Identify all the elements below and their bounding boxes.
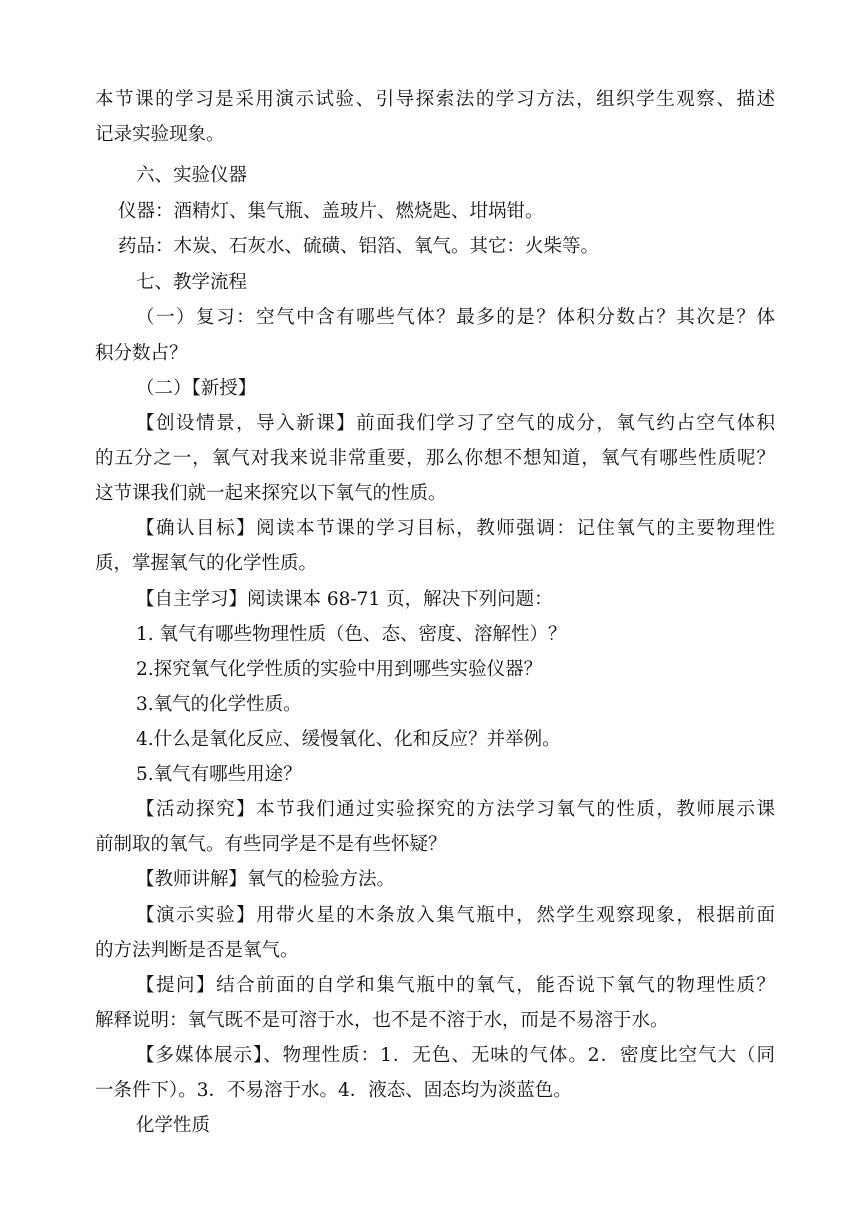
list-item: 4.什么是氧化反应、缓慢氧化、化和反应？并举例。 bbox=[136, 729, 561, 750]
paragraph-line: 【创设情景，导入新课】前面我们学习了空气的成分，氧气约占空气体积 bbox=[136, 413, 775, 434]
subsection-heading: （二）【新授】 bbox=[136, 378, 257, 399]
paragraph-line: （一）复习：空气中含有哪些气体？最多的是？体积分数占？其次是？体 bbox=[136, 307, 775, 328]
section-heading: 七、教学流程 bbox=[136, 272, 248, 293]
paragraph-line: 【演示实验】用带火星的木条放入集气瓶中，然学生观察现象，根据前面 bbox=[136, 905, 775, 926]
list-item: 3.氧气的化学性质。 bbox=[136, 694, 302, 715]
paragraph-line: 积分数占？ bbox=[95, 343, 188, 364]
section-heading: 化学性质 bbox=[136, 1115, 211, 1136]
paragraph-line: 【多媒体展示】、物理性质：1．无色、无味的气体。2．密度比空气大（同 bbox=[136, 1045, 775, 1066]
paragraph-line: 一条件下）。3．不易溶于水。4．液态、固态均为淡蓝色。 bbox=[95, 1080, 572, 1101]
paragraph-line: 解释说明：氧气既不是可溶于水，也不是不溶于水，而是不易溶于水。 bbox=[95, 1010, 669, 1031]
paragraph-line: 本节课的学习是采用演示试验、引导探索法的学习方法，组织学生观察、描述 bbox=[95, 89, 775, 110]
paragraph-line: 这节课我们就一起来探究以下氧气的性质。 bbox=[95, 483, 447, 504]
paragraph-line: 质，掌握氧气的化学性质。 bbox=[95, 553, 318, 574]
paragraph-line: 【教师讲解】氧气的检验方法。 bbox=[136, 869, 396, 890]
list-item: 2.探究氧气化学性质的实验中用到哪些实验仪器？ bbox=[136, 659, 543, 680]
paragraph-line: 药品：木炭、石灰水、硫磺、铝箔、氧气。其它：火柴等。 bbox=[118, 236, 600, 257]
paragraph-line: 仪器：酒精灯、集气瓶、盖玻片、燃烧匙、坩埚钳。 bbox=[118, 201, 544, 222]
paragraph-line: 记录实验现象。 bbox=[95, 124, 225, 145]
list-item: 5.氧气有哪些用途？ bbox=[136, 764, 302, 785]
list-item: 1. 氧气有哪些物理性质（色、态、密度、溶解性）？ bbox=[136, 624, 567, 645]
paragraph-line: 的方法判断是否是氧气。 bbox=[95, 940, 299, 961]
paragraph-line: 【确认目标】阅读本节课的学习目标，教师强调：记住氧气的主要物理性 bbox=[136, 518, 775, 539]
paragraph-line: 【自主学习】阅读课本 68-71 页，解决下列问题： bbox=[136, 589, 553, 610]
paragraph-line: 前制取的氧气。有些同学是不是有些怀疑？ bbox=[95, 834, 447, 855]
paragraph-line: 【活动探究】本节我们通过实验探究的方法学习氧气的性质，教师展示课 bbox=[136, 799, 775, 820]
section-heading: 六、实验仪器 bbox=[136, 165, 248, 186]
paragraph-line: 【提问】结合前面的自学和集气瓶中的氧气，能否说下氧气的物理性质？ bbox=[136, 975, 775, 996]
paragraph-line: 的五分之一，氧气对我来说非常重要，那么你想不想知道，氧气有哪些性质呢？ bbox=[95, 448, 775, 469]
